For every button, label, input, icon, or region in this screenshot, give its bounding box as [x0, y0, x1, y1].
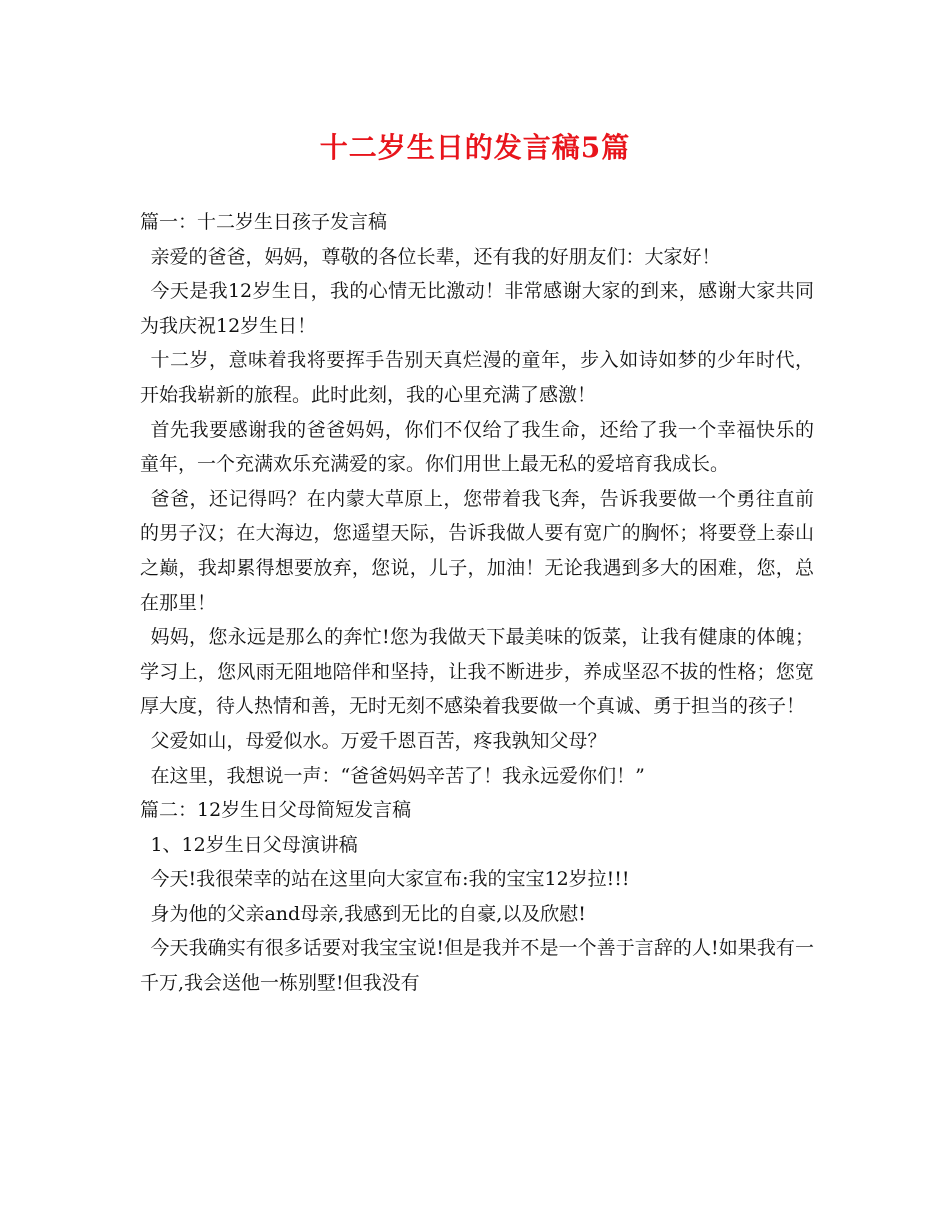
paragraph: 首先我要感谢我的爸爸妈妈，你们不仅给了我生命，还给了我一个幸福快乐的童年，一个充满欢乐充满爱的家。你们用世上最无私的爱培育我成长。	[140, 418, 814, 476]
paragraph: 身为他的父亲and母亲,我感到无比的自豪,以及欣慰!	[150, 902, 586, 925]
paragraph: 今天是我12岁生日，我的心情无比激动！非常感谢大家的到来，感谢大家共同为我庆祝12岁生日！	[140, 280, 814, 337]
paragraph: 父爱如山，母爱似水。万爱千恩百苦，疼我孰知父母？	[150, 729, 607, 752]
paragraph: 今天我确实有很多话要对我宝宝说!但是我并不是一个善于言辞的人!如果我有一千万,我会送他一栋别墅!但我没有	[140, 937, 814, 995]
document-body	[140, 205, 814, 1001]
paragraph: 在这里，我想说一声：“爸爸妈妈辛苦了！我永远爱你们！”	[150, 764, 645, 787]
paragraph: 今天!我很荣幸的站在这里向大家宣布:我的宝宝12岁拉!!!	[150, 868, 630, 891]
paragraph: 十二岁，意味着我将要挥手告别天真烂漫的童年，步入如诗如梦的少年时代，开始我崭新的旅程。此时此刻，我的心里充满了感激！	[140, 349, 814, 406]
document-title: 十二岁生日的发言稿5篇	[319, 131, 631, 164]
section-heading-1: 篇一：十二岁生日孩子发言稿	[140, 211, 388, 233]
paragraph: 妈妈，您永远是那么的奔忙!您为我做天下最美味的饭菜，让我有健康的体魄；学习上，您风雨无阻地陪伴和坚持，让我不断进步，养成坚忍不拔的性格；您宽厚大度，待人热情和善，无时无刻不感染着我要做一个真诚、勇于担当的孩子！	[140, 626, 814, 718]
sub-heading: 1、12岁生日父母演讲稿	[150, 833, 358, 856]
paragraph: 亲爱的爸爸，妈妈，尊敬的各位长辈，还有我的好朋友们：大家好！	[150, 245, 721, 268]
section-heading-2: 篇二：12岁生日父母简短发言稿	[140, 799, 412, 822]
paragraph: 爸爸，还记得吗？在内蒙大草原上，您带着我飞奔，告诉我要做一个勇往直前的男子汉；在大海边，您遥望天际，告诉我做人要有宽广的胸怀；将要登上泰山之巅，我却累得想要放弃，您说，儿子，加油！无论我遇到多大的困难，您，总在那里！	[140, 487, 814, 614]
